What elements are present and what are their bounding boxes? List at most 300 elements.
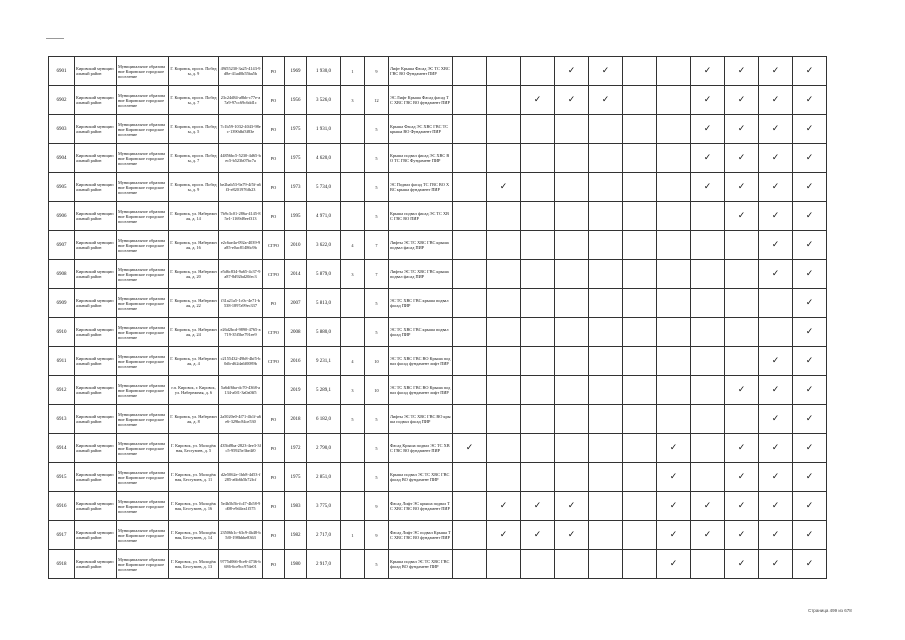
check-cell: [623, 231, 657, 260]
check-cell: [759, 347, 793, 376]
check-cell: [725, 173, 759, 202]
type-cell: РО: [263, 289, 285, 318]
check-cell: [793, 550, 827, 579]
area-cell: 9 231,1: [307, 347, 341, 376]
type-cell: СГРО: [263, 347, 285, 376]
checkmark-icon: ✓: [737, 384, 746, 395]
check-cell: [453, 318, 487, 347]
check-cell: [623, 289, 657, 318]
guid-cell: 5e4b5b5b-fc47-4b58-9d08-e9d4ea1f575: [219, 492, 263, 521]
guid-cell: e5d6c834-9a65-4c37-9a87-8d92bd20fec3: [219, 260, 263, 289]
guid-cell: 435bf8ba-2823-4ee3-3fc5-95925e3be4f0: [219, 434, 263, 463]
type-cell: РО: [263, 521, 285, 550]
checkmark-icon: ✓: [703, 65, 712, 76]
check-cell: [623, 405, 657, 434]
checkmark-icon: ✓: [499, 181, 508, 192]
check-cell: [725, 289, 759, 318]
row-number: 6904: [49, 144, 75, 173]
check-cell: [759, 405, 793, 434]
floors-cell: 5: [365, 115, 389, 144]
row-number: 6910: [49, 318, 75, 347]
table-row: [49, 347, 827, 376]
check-cell: [521, 115, 555, 144]
check-cell: [453, 405, 487, 434]
check-cell: [487, 347, 521, 376]
year-cell: 1975: [285, 115, 307, 144]
check-cell: [793, 57, 827, 86]
check-cell: [521, 521, 555, 550]
municipality-cell: Муниципальное образование Кировское городское поселение: [117, 318, 169, 347]
area-cell: 1 931,0: [307, 115, 341, 144]
checkmark-icon: ✓: [805, 500, 814, 511]
works-cell: Фасад Лифт ЭС крыша подвал ТС ХВС ГВС ВО фундамент ПИР: [389, 492, 453, 521]
check-cell: [691, 144, 725, 173]
works-cell: Крыша подвал фасад ЭС ТС ХВС ГВС ВО ПИР: [389, 202, 453, 231]
works-cell: Лифт Крыша Фасад ЭС ТС ХВС ГВС ВО Фундамент ПИР: [389, 57, 453, 86]
guid-cell: 7c1b59-1032-4043-98ec-1390dbf3f83e: [219, 115, 263, 144]
check-cell: [793, 289, 827, 318]
checkmark-icon: ✓: [465, 442, 474, 453]
district-cell: Кировский муниципальный район: [75, 202, 117, 231]
table-row: [49, 550, 827, 579]
check-cell: [453, 434, 487, 463]
check-cell: [555, 405, 589, 434]
checkmark-icon: ✓: [805, 384, 814, 395]
checkmark-icon: ✓: [771, 442, 780, 453]
row-number: 6905: [49, 173, 75, 202]
check-cell: [453, 86, 487, 115]
works-cell: Крыша подвал фасад ЭС ХВС ВО ТС ГВС Фундамент ПИР: [389, 144, 453, 173]
checkmark-icon: ✓: [805, 297, 814, 308]
guid-cell: 2a5020e0-4f71-4b1f-a6e6-329bc84ce530: [219, 405, 263, 434]
check-cell: [691, 434, 725, 463]
checkmark-icon: ✓: [771, 94, 780, 105]
type-cell: СГРО: [263, 260, 285, 289]
row-number: 6912: [49, 376, 75, 405]
checkmark-icon: ✓: [805, 558, 814, 569]
check-cell: [691, 57, 725, 86]
district-cell: Кировский муниципальный район: [75, 492, 117, 521]
type-cell: РО: [263, 57, 285, 86]
floors-cell: 5: [365, 173, 389, 202]
municipality-cell: Муниципальное образование Кировское городское поселение: [117, 463, 169, 492]
checkmark-icon: ✓: [567, 529, 576, 540]
check-cell: [453, 550, 487, 579]
checkmark-icon: ✓: [771, 65, 780, 76]
checkmark-icon: ✓: [737, 529, 746, 540]
check-cell: [521, 434, 555, 463]
check-cell: [487, 231, 521, 260]
checkmark-icon: ✓: [805, 471, 814, 482]
check-cell: [487, 86, 521, 115]
checkmark-icon: ✓: [805, 152, 814, 163]
checkmark-icon: ✓: [771, 268, 780, 279]
check-cell: [657, 173, 691, 202]
year-cell: 2019: [285, 376, 307, 405]
table-row: [49, 202, 827, 231]
municipality-cell: Муниципальное образование Кировское городское поселение: [117, 376, 169, 405]
district-cell: Кировский муниципальный район: [75, 260, 117, 289]
check-cell: [623, 115, 657, 144]
entrances-cell: 3: [341, 376, 365, 405]
row-number: 6913: [49, 405, 75, 434]
checkmark-icon: ✓: [771, 239, 780, 250]
type-cell: РО: [263, 86, 285, 115]
area-cell: 5 813,0: [307, 289, 341, 318]
address-cell: Г. Кировск, ул. Молодёжная, Бесгузиев, д. 16: [169, 492, 219, 521]
district-cell: Кировский муниципальный район: [75, 86, 117, 115]
check-cell: [793, 86, 827, 115]
year-cell: 1982: [285, 521, 307, 550]
check-cell: [725, 202, 759, 231]
guid-cell: be2bab53-9a79-4f5f-a6f3-e8201976fb23: [219, 173, 263, 202]
checkmark-icon: ✓: [669, 442, 678, 453]
check-cell: [623, 550, 657, 579]
address-cell: Г. Кировск, ул. Молодёжная, Бесгузиев, д. 13: [169, 550, 219, 579]
address-cell: Г. Кировск, ул. Молодёжная, Бесгузиев, д. 14: [169, 521, 219, 550]
address-cell: Г. Кировск, просп. Победы, д. 7: [169, 144, 219, 173]
check-cell: [623, 521, 657, 550]
check-cell: [691, 463, 725, 492]
check-cell: [657, 434, 691, 463]
check-cell: [487, 463, 521, 492]
checkmark-icon: ✓: [737, 442, 746, 453]
check-cell: [623, 86, 657, 115]
table-row: [49, 318, 827, 347]
works-cell: Крыша подвал ЭС ТС ХВС ГВС фасад ВО фундамент ПИР: [389, 463, 453, 492]
checkmark-icon: ✓: [499, 529, 508, 540]
check-cell: [555, 173, 589, 202]
checkmark-icon: ✓: [805, 65, 814, 76]
check-cell: [487, 550, 521, 579]
year-cell: 1956: [285, 86, 307, 115]
guid-cell: c2155432-49b8-4bf5-b0db-d62da6f0089b: [219, 347, 263, 376]
check-cell: [691, 492, 725, 521]
check-cell: [487, 57, 521, 86]
check-cell: [453, 463, 487, 492]
check-cell: [657, 57, 691, 86]
checkmark-icon: ✓: [805, 326, 814, 337]
table-row: [49, 144, 827, 173]
district-cell: Кировский муниципальный район: [75, 463, 117, 492]
entrances-cell: 1: [341, 521, 365, 550]
type-cell: РО: [263, 173, 285, 202]
check-cell: [589, 347, 623, 376]
type-cell: РО: [263, 550, 285, 579]
check-cell: [487, 492, 521, 521]
checkmark-icon: ✓: [703, 181, 712, 192]
check-cell: [759, 434, 793, 463]
check-cell: [623, 347, 657, 376]
check-cell: [555, 550, 589, 579]
check-cell: [521, 550, 555, 579]
check-cell: [691, 289, 725, 318]
check-cell: [657, 492, 691, 521]
works-cell: ЭС Лифт Крыша Фасад фасад ТС ХВС ГВС ВО фундамент ПИР: [389, 86, 453, 115]
address-cell: Г. Кировск, ул. Набережная, д. 8: [169, 405, 219, 434]
table-row: [49, 260, 827, 289]
entrances-cell: 5: [341, 405, 365, 434]
check-cell: [691, 376, 725, 405]
check-cell: [759, 202, 793, 231]
check-cell: [759, 550, 793, 579]
floors-cell: 5: [365, 318, 389, 347]
check-cell: [589, 289, 623, 318]
check-cell: [555, 144, 589, 173]
guid-cell: 9775d066-8ce6-4736-b686-6ce9cc97de01: [219, 550, 263, 579]
check-cell: [453, 115, 487, 144]
floors-cell: 9: [365, 57, 389, 86]
check-cell: [793, 260, 827, 289]
checkmark-icon: ✓: [567, 94, 576, 105]
municipality-cell: Муниципальное образование Кировское городское поселение: [117, 521, 169, 550]
checkmark-icon: ✓: [771, 384, 780, 395]
area-cell: 2 917,0: [307, 550, 341, 579]
check-cell: [691, 405, 725, 434]
year-cell: 2014: [285, 260, 307, 289]
check-cell: [725, 144, 759, 173]
district-cell: Кировский муниципальный район: [75, 231, 117, 260]
checkmark-icon: ✓: [771, 500, 780, 511]
check-cell: [759, 86, 793, 115]
check-cell: [487, 173, 521, 202]
area-cell: 2 790,0: [307, 434, 341, 463]
floors-cell: 7: [365, 260, 389, 289]
area-cell: 5 734,0: [307, 173, 341, 202]
check-cell: [487, 405, 521, 434]
check-cell: [589, 318, 623, 347]
row-number: 6914: [49, 434, 75, 463]
entrances-cell: [341, 202, 365, 231]
page-mark: [46, 38, 64, 39]
check-cell: [725, 86, 759, 115]
page-footer: Страница 499 из 678: [808, 608, 852, 613]
entrances-cell: 4: [341, 347, 365, 376]
check-cell: [521, 173, 555, 202]
checkmark-icon: ✓: [533, 94, 542, 105]
checkmark-icon: ✓: [805, 94, 814, 105]
district-cell: Кировский муниципальный район: [75, 347, 117, 376]
check-cell: [725, 347, 759, 376]
check-cell: [589, 550, 623, 579]
row-number: 6906: [49, 202, 75, 231]
entrances-cell: 3: [341, 260, 365, 289]
check-cell: [521, 144, 555, 173]
area-cell: 5 880,0: [307, 318, 341, 347]
area-cell: 2 717,0: [307, 521, 341, 550]
check-cell: [793, 434, 827, 463]
works-cell: Крыша подвал ЭС ТС ХВС ГВС фасад ВО фундамент ПИР: [389, 550, 453, 579]
type-cell: СГРО: [263, 318, 285, 347]
type-cell: РО: [263, 405, 285, 434]
year-cell: 2016: [285, 347, 307, 376]
year-cell: 1975: [285, 144, 307, 173]
address-cell: Г. Кировск, просп. Победы, д. 5: [169, 115, 219, 144]
checkmark-icon: ✓: [737, 65, 746, 76]
municipality-cell: Муниципальное образование Кировское городское поселение: [117, 434, 169, 463]
guid-cell: 5a6df6ba-dc70-4368-a134-a0f1-3a0a0ff5: [219, 376, 263, 405]
type-cell: РО: [263, 463, 285, 492]
check-cell: [623, 434, 657, 463]
check-cell: [759, 463, 793, 492]
check-cell: [521, 57, 555, 86]
check-cell: [589, 202, 623, 231]
table-row: [49, 57, 827, 86]
check-cell: [555, 521, 589, 550]
entrances-cell: [341, 144, 365, 173]
floors-cell: 10: [365, 347, 389, 376]
guid-cell: e2c6ae4a-092a-4039-9a85-e0ac81486c9b: [219, 231, 263, 260]
check-cell: [759, 289, 793, 318]
checkmark-icon: ✓: [533, 529, 542, 540]
area-cell: 4 620,0: [307, 144, 341, 173]
year-cell: 2007: [285, 289, 307, 318]
check-cell: [793, 521, 827, 550]
address-cell: Г. Кировск, ул. Набережная, д. 14: [169, 202, 219, 231]
check-cell: [487, 202, 521, 231]
check-cell: [725, 463, 759, 492]
row-number: 6903: [49, 115, 75, 144]
check-cell: [453, 347, 487, 376]
area-cell: 5 879,0: [307, 260, 341, 289]
checkmark-icon: ✓: [771, 558, 780, 569]
check-cell: [657, 347, 691, 376]
check-cell: [657, 115, 691, 144]
check-cell: [725, 405, 759, 434]
check-cell: [555, 318, 589, 347]
check-cell: [453, 521, 487, 550]
area-cell: 3 526,0: [307, 86, 341, 115]
type-cell: РО: [263, 434, 285, 463]
check-cell: [759, 57, 793, 86]
address-cell: г.п. Кировск, г. Кировск, ул. Набережная, д. 6: [169, 376, 219, 405]
works-cell: ЭС ТС ХВС ГВС ВО Крыша подвал фасад фундамент лифт ПИР: [389, 376, 453, 405]
floors-cell: 5: [365, 463, 389, 492]
year-cell: 2010: [285, 231, 307, 260]
guid-cell: 44856bc5-5230-4d65-bec5-b523b07bc7a: [219, 144, 263, 173]
check-cell: [487, 115, 521, 144]
check-cell: [589, 57, 623, 86]
guid-cell: 23506b1c-63c9-4b48-b5f0-198bbbe8363: [219, 521, 263, 550]
check-cell: [623, 318, 657, 347]
check-cell: [555, 289, 589, 318]
check-cell: [555, 231, 589, 260]
checkmark-icon: ✓: [567, 500, 576, 511]
check-cell: [589, 405, 623, 434]
check-cell: [453, 492, 487, 521]
check-cell: [793, 115, 827, 144]
check-cell: [725, 550, 759, 579]
entrances-cell: 1: [341, 57, 365, 86]
check-cell: [453, 260, 487, 289]
check-cell: [453, 173, 487, 202]
check-cell: [657, 521, 691, 550]
floors-cell: 9: [365, 492, 389, 521]
check-cell: [623, 173, 657, 202]
checkmark-icon: ✓: [737, 500, 746, 511]
checkmark-icon: ✓: [499, 500, 508, 511]
municipality-cell: Муниципальное образование Кировское городское поселение: [117, 347, 169, 376]
table-row: [49, 289, 827, 318]
checkmark-icon: ✓: [703, 123, 712, 134]
check-cell: [725, 115, 759, 144]
check-cell: [589, 521, 623, 550]
type-cell: СГРО: [263, 231, 285, 260]
check-cell: [691, 173, 725, 202]
checkmark-icon: ✓: [703, 500, 712, 511]
row-number: 6901: [49, 57, 75, 86]
checkmark-icon: ✓: [805, 123, 814, 134]
floors-cell: 12: [365, 86, 389, 115]
check-cell: [453, 144, 487, 173]
check-cell: [793, 347, 827, 376]
check-cell: [657, 463, 691, 492]
checkmark-icon: ✓: [601, 94, 610, 105]
check-cell: [657, 144, 691, 173]
district-cell: Кировский муниципальный район: [75, 434, 117, 463]
guid-cell: 49f55230-3a25-4143-9d8e-41ad0b55ba5b: [219, 57, 263, 86]
table-row: [49, 405, 827, 434]
check-cell: [725, 57, 759, 86]
check-cell: [487, 521, 521, 550]
check-cell: [759, 521, 793, 550]
address-cell: Г. Кировск, ул. Набережная, д. 22: [169, 289, 219, 318]
checkmark-icon: ✓: [737, 210, 746, 221]
entrances-cell: [341, 463, 365, 492]
guid-cell: d2e5062e-1bb8-4d53-f285-a6b6b5b72fcf: [219, 463, 263, 492]
check-cell: [759, 173, 793, 202]
check-cell: [487, 318, 521, 347]
address-cell: Г. Кировск, ул. Набережная, д. 20: [169, 260, 219, 289]
check-cell: [589, 463, 623, 492]
year-cell: 1972: [285, 434, 307, 463]
year-cell: 1975: [285, 463, 307, 492]
checkmark-icon: ✓: [737, 181, 746, 192]
address-cell: Г. Кировск, ул. Молодёжная, Бесгузиев, д. 11: [169, 463, 219, 492]
municipality-cell: Муниципальное образование Кировское городское поселение: [117, 231, 169, 260]
check-cell: [623, 57, 657, 86]
year-cell: 1983: [285, 492, 307, 521]
address-cell: Г. Кировск, ул. Молодёжная, Бесгузиев, д. 5: [169, 434, 219, 463]
area-cell: 3 622,0: [307, 231, 341, 260]
check-cell: [521, 86, 555, 115]
municipality-cell: Муниципальное образование Кировское городское поселение: [117, 492, 169, 521]
municipality-cell: Муниципальное образование Кировское городское поселение: [117, 405, 169, 434]
municipality-cell: Муниципальное образование Кировское городское поселение: [117, 289, 169, 318]
row-number: 6902: [49, 86, 75, 115]
check-cell: [691, 521, 725, 550]
checkmark-icon: ✓: [805, 268, 814, 279]
table-row: [49, 376, 827, 405]
floors-cell: 10: [365, 376, 389, 405]
check-cell: [487, 260, 521, 289]
check-cell: [521, 376, 555, 405]
check-cell: [759, 231, 793, 260]
district-cell: Кировский муниципальный район: [75, 521, 117, 550]
type-cell: РО: [263, 492, 285, 521]
check-cell: [589, 173, 623, 202]
type-cell: РО: [263, 202, 285, 231]
district-cell: Кировский муниципальный район: [75, 318, 117, 347]
check-cell: [623, 376, 657, 405]
checkmark-icon: ✓: [805, 355, 814, 366]
check-cell: [521, 231, 555, 260]
municipality-cell: Муниципальное образование Кировское городское поселение: [117, 57, 169, 86]
check-cell: [623, 492, 657, 521]
type-cell: [263, 376, 285, 405]
check-cell: [521, 289, 555, 318]
area-cell: 6 182,0: [307, 405, 341, 434]
